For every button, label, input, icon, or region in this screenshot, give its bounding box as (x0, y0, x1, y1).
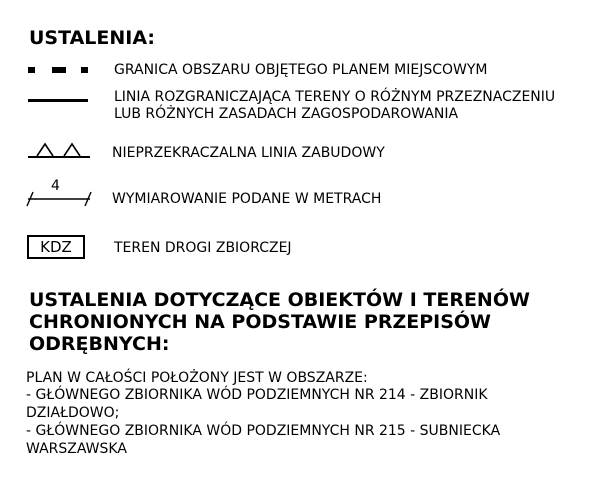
dashed-boundary-line-icon (28, 67, 88, 73)
protected-section-line: WARSZAWSKA (26, 441, 127, 457)
dimension-line-icon (26, 178, 96, 210)
protected-section-line: DZIAŁDOWO; (26, 405, 120, 421)
protected-section-line: - GŁÓWNEGO ZBIORNIKA WÓD PODZIEMNYCH NR 214 - ZBIORNIK (26, 387, 488, 403)
legend-label-dividing-line-1: LINIA ROZGRANICZAJĄCA TERENY O RÓŻNYM PRZEZNACZENIU (114, 89, 556, 105)
protected-section-line: PLAN W CAŁOŚCI POŁOŻONY JEST W OBSZARZE: (26, 370, 368, 386)
solid-line-icon (28, 99, 88, 102)
protected-section-title-1: USTALENIA DOTYCZĄCE OBIEKTÓW I TERENÓW (29, 289, 530, 311)
protected-section-title-2: CHRONIONYCH NA PODSTAWIE PRZEPISÓW (29, 311, 492, 333)
legend-label-collector-road: TEREN DROGI ZBIORCZEJ (114, 240, 292, 256)
protected-section-line: - GŁÓWNEGO ZBIORNIKA WÓD PODZIEMNYCH NR 215 - SUBNIECKA (26, 423, 501, 439)
legend-label-dividing-line-2: LUB RÓŻNYCH ZASADACH ZAGOSPODAROWANIA (114, 106, 459, 122)
legend-label-building-line: NIEPRZEKRACZALNA LINIA ZABUDOWY (112, 145, 385, 161)
protected-section-title-3: ODRĘBNYCH: (29, 333, 170, 355)
legend-label-dimension: WYMIAROWANIE PODANE W METRACH (112, 191, 382, 207)
dimension-value: 4 (51, 178, 60, 194)
kdz-box-icon (27, 235, 85, 259)
kdz-box-label: KDZ (40, 238, 72, 256)
legend-heading: USTALENIA: (29, 27, 156, 49)
legend-label-boundary: GRANICA OBSZARU OBJĘTEGO PLANEM MIEJSCOWYM (114, 62, 488, 78)
triangle-building-line-icon (28, 141, 90, 159)
